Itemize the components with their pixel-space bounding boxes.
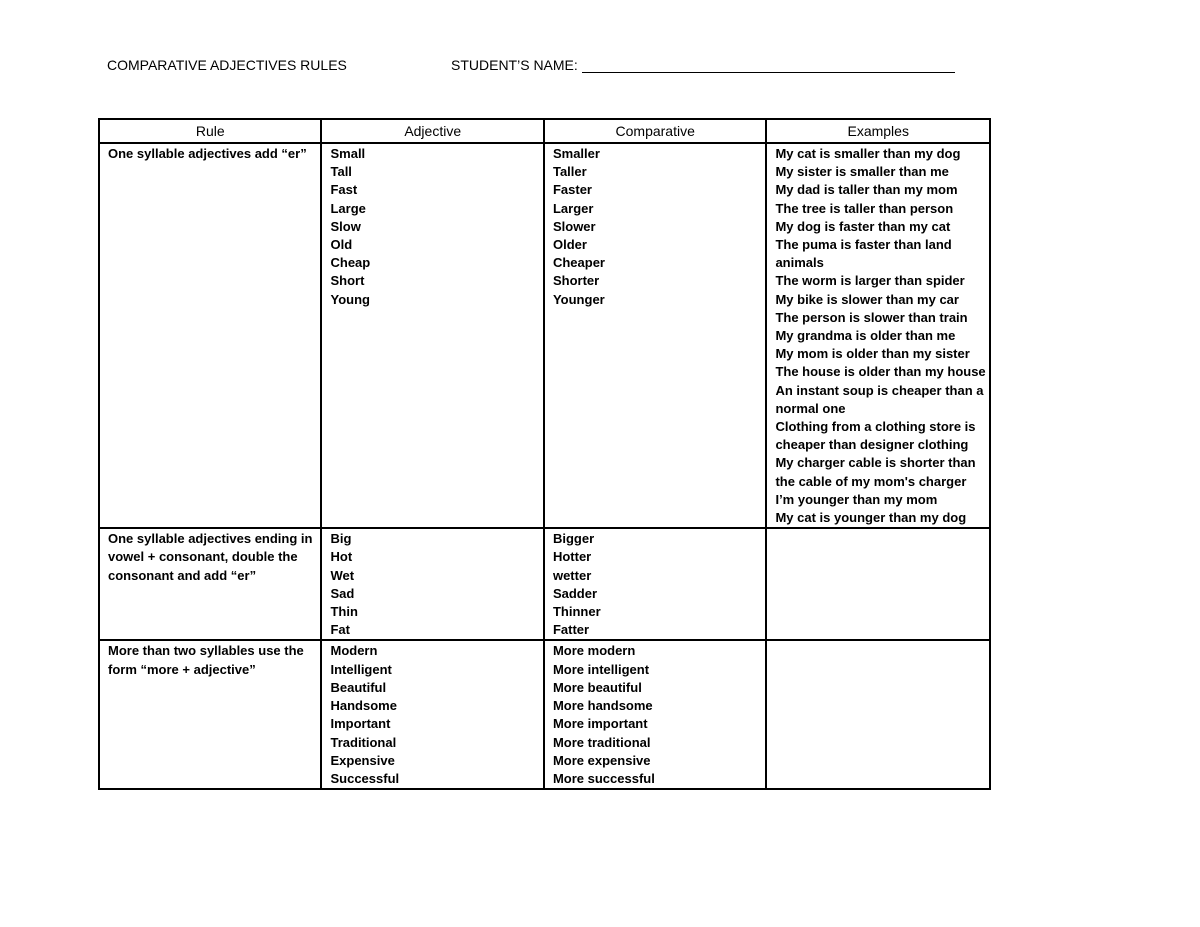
adjective-item: Wet [330,567,355,583]
examples-cell [766,528,990,640]
comparative-item: More expensive [552,752,651,768]
example-sentence: I’m younger than my mom [775,491,938,507]
rule-text-line: vowel + consonant, double the [108,549,298,565]
adjective-item: Tall [330,164,352,180]
rule-text-line: One syllable adjectives ending in [108,531,313,547]
example-sentence: My sister is smaller than me [775,164,949,180]
example-sentence: My cat is younger than my dog [775,510,967,526]
adjective-item: Thin [330,604,358,620]
adjective-item: Small [330,146,366,161]
comparative-item: Thinner [552,604,601,620]
adjective-item: Old [330,237,353,253]
rule-cell [99,143,321,528]
table-row [99,143,990,528]
adjective-item: Expensive [330,752,395,768]
example-sentence: animals [775,255,824,271]
example-sentence: My cat is smaller than my dog [775,146,961,161]
example-sentence: My dad is taller than my mom [775,182,958,198]
adjective-item: Fast [330,182,358,198]
example-sentence: The house is older than my house [775,364,986,380]
comparative-item: Shorter [552,273,600,289]
adjective-item: Handsome [330,698,397,714]
comparative-item: More traditional [552,734,651,750]
column-header-rule: Rule [99,119,321,143]
adjective-item: Important [330,716,391,732]
document-title: COMPARATIVE ADJECTIVES RULES [107,57,347,73]
comparative-item: Smaller [552,146,600,161]
example-sentence: My mom is older than my sister [775,346,970,362]
example-sentence: normal one [775,400,846,416]
adjective-item: Sad [330,585,355,601]
comparative-item: More successful [552,770,655,786]
comparative-cell [544,528,766,640]
adjective-item: Hot [330,549,353,565]
comparative-item: Cheaper [552,255,605,271]
comparative-item: Larger [552,200,594,216]
rule-text-line: form “more + adjective” [108,661,256,677]
comparative-item: Older [552,237,587,253]
comparative-item: Fatter [552,622,590,638]
adjective-cell [321,143,543,528]
document-header [107,57,967,77]
student-name-label: STUDENT’S NAME: [451,57,578,73]
example-sentence: The puma is faster than land [775,237,952,253]
comparative-item: Taller [552,164,587,180]
example-sentence: cheaper than designer clothing [775,437,969,453]
table-header-row [99,119,990,143]
rule-text-line: One syllable adjectives add “er” [108,146,307,161]
comparative-item: Slower [552,218,596,234]
adjective-cell [321,528,543,640]
example-sentence: Clothing from a clothing store is [775,419,976,435]
example-sentence: The tree is taller than person [775,200,954,216]
column-header-comparative: Comparative [544,119,766,143]
column-header-examples: Examples [766,119,990,143]
adjective-item: Traditional [330,734,397,750]
comparative-item: More beautiful [552,679,642,695]
comparative-item: Hotter [552,549,592,565]
example-sentence: the cable of my mom's charger [775,473,967,489]
comparative-item: Younger [552,291,605,307]
comparative-item: More intelligent [552,661,650,677]
adjective-item: Young [330,291,370,307]
column-header-adjective: Adjective [321,119,543,143]
example-sentence: My dog is faster than my cat [775,218,951,234]
adjective-item: Successful [330,770,400,786]
rule-text-line: consonant and add “er” [108,567,257,583]
adjective-item: Intelligent [330,661,392,677]
table-row [99,640,990,789]
adjective-item: Cheap [330,255,371,271]
adjective-item: Modern [330,643,378,659]
adjective-item: Large [330,200,366,216]
examples-cell [766,143,990,528]
comparative-rules-table [98,118,991,790]
comparative-item: Faster [552,182,592,198]
rule-cell [99,640,321,789]
rule-text-line: More than two syllables use the [108,643,304,659]
example-sentence: My grandma is older than me [775,328,956,344]
comparative-cell [544,640,766,789]
example-sentence: The person is slower than train [775,309,968,325]
comparative-item: More modern [552,643,636,659]
example-sentence: My charger cable is shorter than [775,455,976,471]
adjective-item: Slow [330,218,361,234]
table-body [99,143,990,789]
comparative-item: Bigger [552,531,595,547]
comparative-item: Sadder [552,585,598,601]
example-sentence: An instant soup is cheaper than a [775,382,984,398]
adjective-item: Short [330,273,365,289]
table-row [99,528,990,640]
examples-cell [766,640,990,789]
example-sentence: The worm is larger than spider [775,273,965,289]
comparative-item: More important [552,716,648,732]
comparative-cell [544,143,766,528]
comparative-item: More handsome [552,698,653,714]
adjective-item: Fat [330,622,350,638]
student-name-blank-line [582,72,955,73]
adjective-item: Beautiful [330,679,387,695]
adjective-item: Big [330,531,352,547]
example-sentence: My bike is slower than my car [775,291,959,307]
comparative-item: wetter [552,567,592,583]
adjective-cell [321,640,543,789]
rule-cell [99,528,321,640]
